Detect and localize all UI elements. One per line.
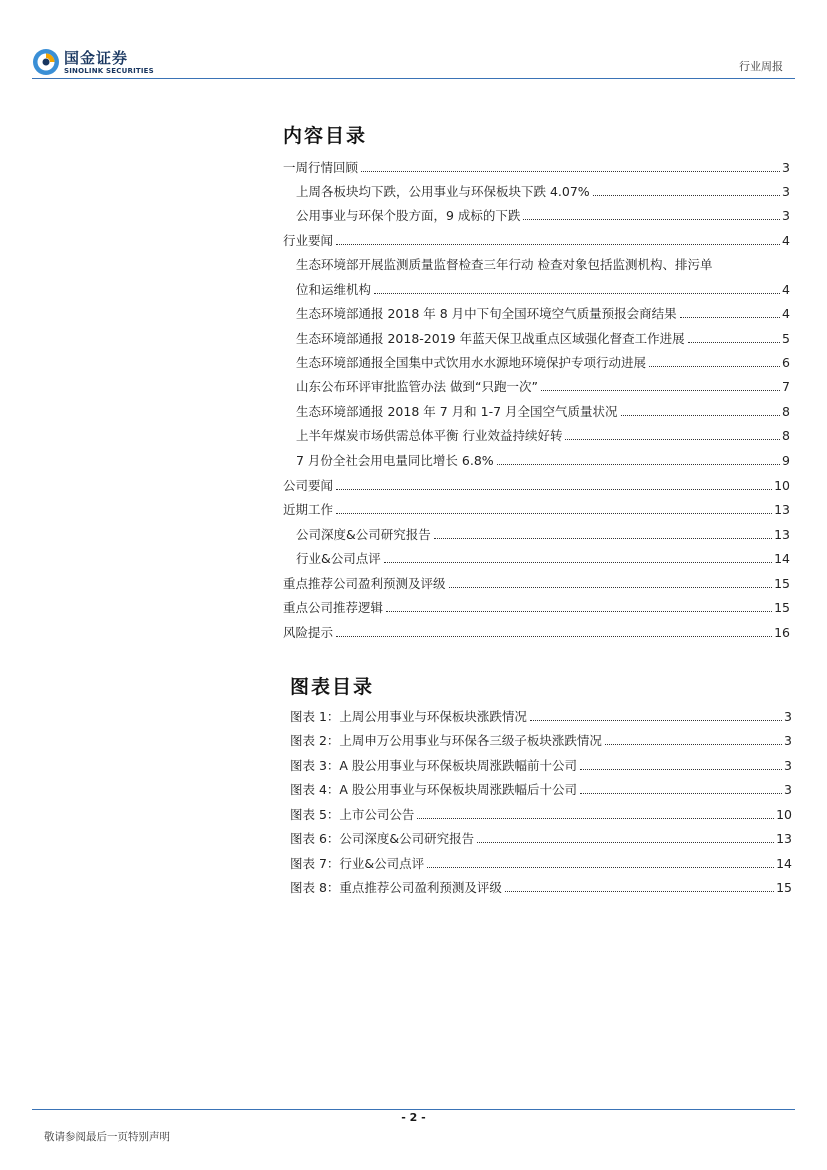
toc-entry-page: 13 — [774, 527, 790, 542]
leader-dots — [336, 513, 772, 514]
toc-entry-label: 位和运维机构 — [296, 282, 372, 297]
toc-entry[interactable] — [283, 478, 790, 494]
footer-divider — [32, 1109, 795, 1110]
leader-dots — [427, 867, 774, 868]
toc-entry-page: 9 — [782, 453, 790, 468]
figure-entry[interactable] — [290, 758, 792, 774]
toc-entry-page: 14 — [774, 551, 790, 566]
leader-dots — [449, 587, 773, 588]
toc-entry[interactable] — [296, 184, 790, 200]
leader-dots — [621, 415, 781, 416]
toc-entry-label: 山东公布环评审批监管办法 做到“只跑一次” — [296, 379, 538, 394]
leader-dots — [386, 611, 772, 612]
toc-entry-label: 生态环境部通报 2018 年 7 月和 1-7 月全国空气质量状况 — [296, 404, 618, 419]
leader-dots — [505, 891, 774, 892]
toc-entry[interactable] — [283, 600, 790, 616]
figure-entry-page: 15 — [776, 880, 792, 895]
toc-entry-page: 4 — [782, 233, 790, 248]
toc-entry-label: 上周各板块均下跌，公用事业与环保板块下跌 4.07% — [296, 184, 590, 199]
toc-entry-page: 10 — [774, 478, 790, 493]
leader-dots — [580, 793, 782, 794]
toc-entry-page: 13 — [774, 502, 790, 517]
logo-english-name: SINOLINK SECURITIES — [64, 67, 154, 75]
sinolink-logo-icon — [32, 48, 60, 76]
toc-entry[interactable] — [283, 625, 790, 641]
figure-entry-label: 图表 6：公司深度&公司研究报告 — [290, 831, 475, 846]
toc-entry[interactable] — [283, 502, 790, 518]
toc-entry-page: 16 — [774, 625, 790, 640]
toc-entry-label: 一周行情回顾 — [283, 160, 359, 175]
leader-dots — [649, 366, 780, 367]
toc-entry-label-line1[interactable]: 生态环境部开展监测质量监督检查三年行动 检查对象包括监测机构、排污单 — [296, 257, 713, 272]
toc-entry-page: 5 — [782, 331, 790, 346]
toc-entry-label: 行业&公司点评 — [296, 551, 381, 566]
toc-entry-label: 风险提示 — [283, 625, 334, 640]
leader-dots — [336, 489, 772, 490]
toc-entry-page: 3 — [782, 184, 790, 199]
toc-entry-label: 公用事业与环保个股方面，9 成标的下跌 — [296, 208, 521, 223]
toc-entry-label: 生态环境部通报全国集中式饮用水水源地环境保护专项行动进展 — [296, 355, 647, 370]
toc-entry[interactable] — [283, 576, 790, 592]
toc-entry-label: 重点公司推荐逻辑 — [283, 600, 384, 615]
toc-entry-label: 行业要闻 — [283, 233, 334, 248]
leader-dots — [530, 720, 782, 721]
leader-dots — [477, 842, 774, 843]
leader-dots — [580, 769, 782, 770]
figure-entry-page: 14 — [776, 856, 792, 871]
toc-entry-label: 7 月份全社会用电量同比增长 6.8% — [296, 453, 494, 468]
leader-dots — [361, 171, 780, 172]
figure-entry[interactable] — [290, 831, 792, 847]
figure-entry-page: 3 — [784, 709, 792, 724]
page-number: - 2 - — [401, 1111, 426, 1124]
toc-entry[interactable] — [296, 428, 790, 444]
leader-dots — [593, 195, 780, 196]
figure-entry[interactable] — [290, 880, 792, 896]
toc-entry[interactable] — [296, 208, 790, 224]
report-type: 行业周报 — [739, 60, 783, 73]
leader-dots — [605, 744, 782, 745]
figure-entry[interactable] — [290, 856, 792, 872]
figure-entry-label: 图表 7：行业&公司点评 — [290, 856, 425, 871]
toc-entry-page: 3 — [782, 208, 790, 223]
toc-entry-page: 8 — [782, 404, 790, 419]
leader-dots — [384, 562, 772, 563]
toc-entry[interactable] — [296, 527, 790, 543]
leader-dots — [497, 464, 780, 465]
toc-entry-label: 重点推荐公司盈利预测及评级 — [283, 576, 446, 591]
toc-entry[interactable] — [283, 160, 790, 176]
figure-entry[interactable] — [290, 807, 792, 823]
toc-entry-label: 上半年煤炭市场供需总体平衡 行业效益持续好转 — [296, 428, 563, 443]
leader-dots — [434, 538, 772, 539]
leader-dots — [565, 439, 780, 440]
leader-dots — [336, 636, 772, 637]
toc-entry[interactable] — [283, 233, 790, 249]
leader-dots — [523, 219, 780, 220]
figure-entry-page: 3 — [784, 782, 792, 797]
footer-disclaimer: 敬请参阅最后一页特别声明 — [44, 1131, 170, 1143]
leader-dots — [541, 390, 780, 391]
toc-entry-label: 生态环境部通报 2018 年 8 月中下旬全国环境空气质量预报会商结果 — [296, 306, 677, 321]
toc-entry-page: 3 — [782, 160, 790, 175]
figure-entry-label: 图表 5：上市公司公告 — [290, 807, 415, 822]
toc-entry[interactable] — [296, 355, 790, 371]
figure-entry-label: 图表 1：上周公用事业与环保板块涨跌情况 — [290, 709, 527, 724]
figure-entry-page: 13 — [776, 831, 792, 846]
figure-entry-page: 10 — [776, 807, 792, 822]
figures-title: 图表目录 — [290, 676, 375, 698]
figure-entry-label: 图表 4：A 股公用事业与环保板块周涨跌幅后十公司 — [290, 782, 577, 797]
figure-entry-page: 3 — [784, 758, 792, 773]
figure-entry[interactable] — [290, 733, 792, 749]
toc-entry[interactable] — [296, 453, 790, 469]
leader-dots — [688, 342, 780, 343]
logo-chinese-name: 国金证券 — [64, 49, 129, 67]
company-logo — [32, 46, 162, 80]
toc-entry[interactable] — [296, 331, 790, 347]
toc-entry-label: 近期工作 — [283, 502, 334, 517]
leader-dots — [336, 244, 780, 245]
leader-dots — [680, 317, 780, 318]
toc-entry-label: 公司深度&公司研究报告 — [296, 527, 431, 542]
leader-dots — [417, 818, 774, 819]
toc-entry-label: 公司要闻 — [283, 478, 334, 493]
toc-entry-page: 6 — [782, 355, 790, 370]
toc-entry[interactable] — [296, 379, 790, 395]
figure-entry-page: 3 — [784, 733, 792, 748]
toc-entry-label: 生态环境部通报 2018-2019 年蓝天保卫战重点区域强化督查工作进展 — [296, 331, 685, 346]
figure-entry-label: 图表 8：重点推荐公司盈利预测及评级 — [290, 880, 502, 895]
toc-entry-page: 7 — [782, 379, 790, 394]
toc-entry-page: 15 — [774, 600, 790, 615]
toc-entry-page: 8 — [782, 428, 790, 443]
header-divider — [32, 78, 795, 79]
figure-entry[interactable] — [290, 782, 792, 798]
toc-entry[interactable] — [296, 404, 790, 420]
figure-entry-label: 图表 3：A 股公用事业与环保板块周涨跌幅前十公司 — [290, 758, 577, 773]
toc-entry-page: 4 — [782, 306, 790, 321]
toc-entry[interactable] — [296, 551, 790, 567]
toc-title: 内容目录 — [283, 125, 368, 147]
toc-entry[interactable] — [296, 306, 790, 322]
figure-entry-label: 图表 2：上周申万公用事业与环保各三级子板块涨跌情况 — [290, 733, 602, 748]
figure-entry[interactable] — [290, 709, 792, 725]
toc-entry[interactable] — [296, 282, 790, 298]
toc-entry-page: 15 — [774, 576, 790, 591]
toc-entry-page: 4 — [782, 282, 790, 297]
leader-dots — [374, 293, 780, 294]
